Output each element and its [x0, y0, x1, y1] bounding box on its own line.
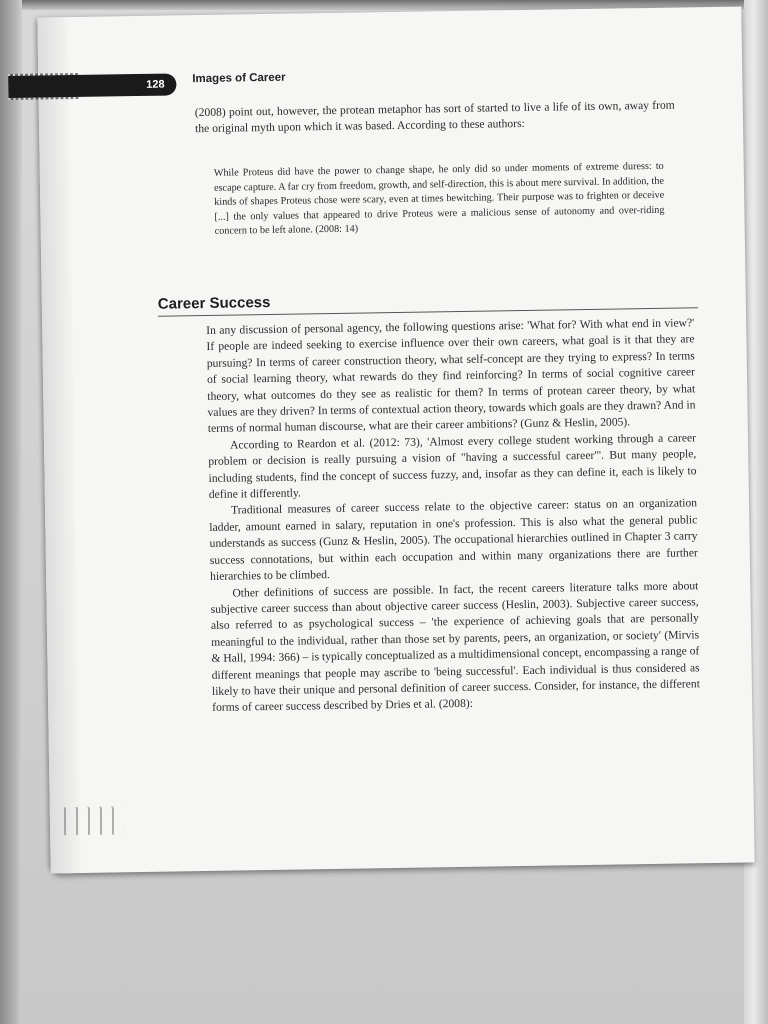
edge-marks [64, 806, 124, 835]
scan-left-shadow [0, 0, 22, 1024]
book-page [37, 7, 754, 874]
paragraph: In any discussion of personal agency, the following questions arise: 'What for? With what end in view?' If people are indeed seeking to exercise influence over their own careers, what goal is it that they are pursuing? In terms of career construction theory, what self-concept are they trying to express? In terms of social learning theory, what rewards do they find reinforcing? In terms of social cognitive career theory, what outcomes do they see as realistic for them? In terms of protean career theory, by what values are they driven? In terms of contextual action theory, towards which goals are they drawn? And in terms of normal human discourse, what are their career ambitions? (Gunz & Heslin, 2005). [206, 316, 696, 436]
page-gutter [37, 17, 80, 873]
running-title: Images of Career [192, 71, 286, 86]
page-number: 128 [146, 78, 165, 91]
paragraph: Other definitions of success are possible. In fact, the recent careers literature talks more about subjective career success than about objective career success (Heslin, 2003). Subjective career success, also referred to as psychological success – 'the experience of achieving goals that are personally meaningful to the individual, rather than those set by parents, peers, an organization, or society' (Mirvis & Hall, 1994: 366) – is typically conceptualized as a multidimensional concept, encompassing a range of different meanings that people may ascribe to 'being successful'. Each individual is thus considered as likely to have their unique and personal definition of career success. Consider, for instance, the different forms of career success described by Dries et al. (2008): [210, 578, 700, 715]
paragraph: According to Reardon et al. (2012: 73), 'Almost every college student working through a career problem or decision is really pursuing a vision of "having a successful career"'. But many people, including students, find the concept of success fuzzy, and, insofar as they can define it, each is likely to define it differently. [208, 431, 697, 502]
intro-paragraph: (2008) point out, however, the protean metaphor has sort of started to live a life of its own, away from the original myth upon which it was based. According to these authors: [194, 98, 675, 136]
block-quote: While Proteus did have the power to change shape, he only did so under moments of extreme duress: to escape capture. A far cry from freedom, growth, and self-direction, this is about mere survival. In addition, the kinds of shapes Proteus chose were scary, even at times bewitching. Their purpose was to frighten or deceive [...] the only values that appeared to drive Proteus were a malicious sense of autonomy and over-riding concern to be left alone. (2008: 14) [213, 160, 665, 238]
section-heading: Career Success [158, 287, 698, 316]
paragraph: Traditional measures of career success relate to the objective career: status on an organization ladder, amount earned in salary, reputation in one's profession. This is also what the general public understands as success (Gunz & Heslin, 2005). The occupational hierarchies outlined in Chapter 3 carry success connotations, but within each occupation and within many organizations there are further hierarchies to be climbed. [209, 496, 698, 584]
section-body [206, 315, 700, 716]
